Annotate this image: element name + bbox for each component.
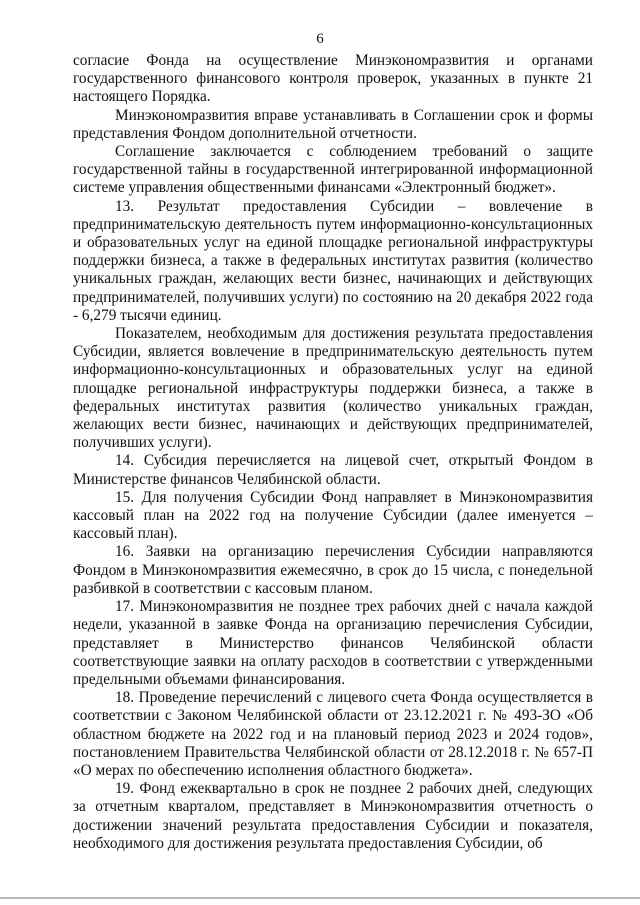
paragraph-14-transfer: 14. Субсидия перечисляется на лицевой счет, открытый Фондом в Министерстве финансов Челябинской области.	[73, 452, 593, 488]
paragraph-additional-reporting: Минэкономразвития вправе устанавливать в Соглашении срок и формы представления Фондом дополнительной отчетности.	[73, 106, 593, 142]
paragraph-18-transfers: 18. Проведение перечислений с лицевого счета Фонда осуществляется в соответствии с Законом Челябинской области от 23.12.2021 г. № 493-ЗО «Об областном бюджете на 2022 год и на плановый период 2023 и 2024 годов», постановлением Правительства Челябинской области от 28.12.2018 г. № 657-П «О мерах по обеспечению исполнения областного бюджета».	[73, 689, 593, 779]
paragraph-reporting-consent: согласие Фонда на осуществление Минэкономразвития и органами государственного финансового контроля проверок, указанных в пункте 21 настоящего Порядка.	[73, 52, 593, 106]
page-number: 6	[316, 31, 324, 47]
paragraph-indicator: Показателем, необходимым для достижения результата предоставления Субсидии, является вовлечение в предпринимательскую деятельность путем информационно-консультационных и образовательных услуг на единой площадке региональной инфраструктуры поддержки бизнеса, а также в федеральных институтах развития (количество уникальных граждан, желающих вести бизнес, начинающих и действующих предпринимателей, получивших услуги).	[73, 325, 593, 452]
document-body	[73, 52, 593, 853]
paragraph-17-payment-requests: 17. Минэкономразвития не позднее трех рабочих дней с начала каждой недели, указанной в заявке Фонда на организацию перечисления Субсидии, представляет в Министерство финансов Челябинской области соответствующие заявки на оплату расходов в соответствии с утвержденными предельными объемами финансирования.	[73, 598, 593, 688]
paragraph-19-quarterly-report: 19. Фонд ежеквартально в срок не позднее 2 рабочих дней, следующих за отчетным кварталом, представляет в Минэкономразвития отчетность о достижении значений результата предоставления Субсидии и показателя, необходимого для достижения результата предоставления Субсидии, об	[73, 780, 593, 852]
paragraph-13-result: 13. Результат предоставления Субсидии – вовлечение в предпринимательскую деятельность путем информационно-консультационных и образовательных услуг на единой площадке региональной инфраструктуры поддержки бизнеса, а также в федеральных институтах развития (количество уникальных граждан, желающих вести бизнес, начинающих и действующих предпринимателей, получивших услуги) по состоянию на 20 декабря 2022 года - 6,279 тысячи единиц.	[73, 197, 593, 324]
page-edge-divider	[0, 897, 640, 899]
paragraph-16-requests: 16. Заявки на организацию перечисления Субсидии направляются Фондом в Минэкономразвития ежемесячно, в срок до 15 числа, с понедельной разбивкой в соответствии с кассовым планом.	[73, 543, 593, 597]
paragraph-agreement-conclusion: Соглашение заключается с соблюдением требований о защите государственной тайны в государственной интегрированной информационной системе управления общественными финансами «Электронный бюджет».	[73, 143, 593, 197]
paragraph-15-cash-plan: 15. Для получения Субсидии Фонд направляет в Минэкономразвития кассовый план на 2022 год на получение Субсидии (далее именуется – кассовый план).	[73, 488, 593, 543]
